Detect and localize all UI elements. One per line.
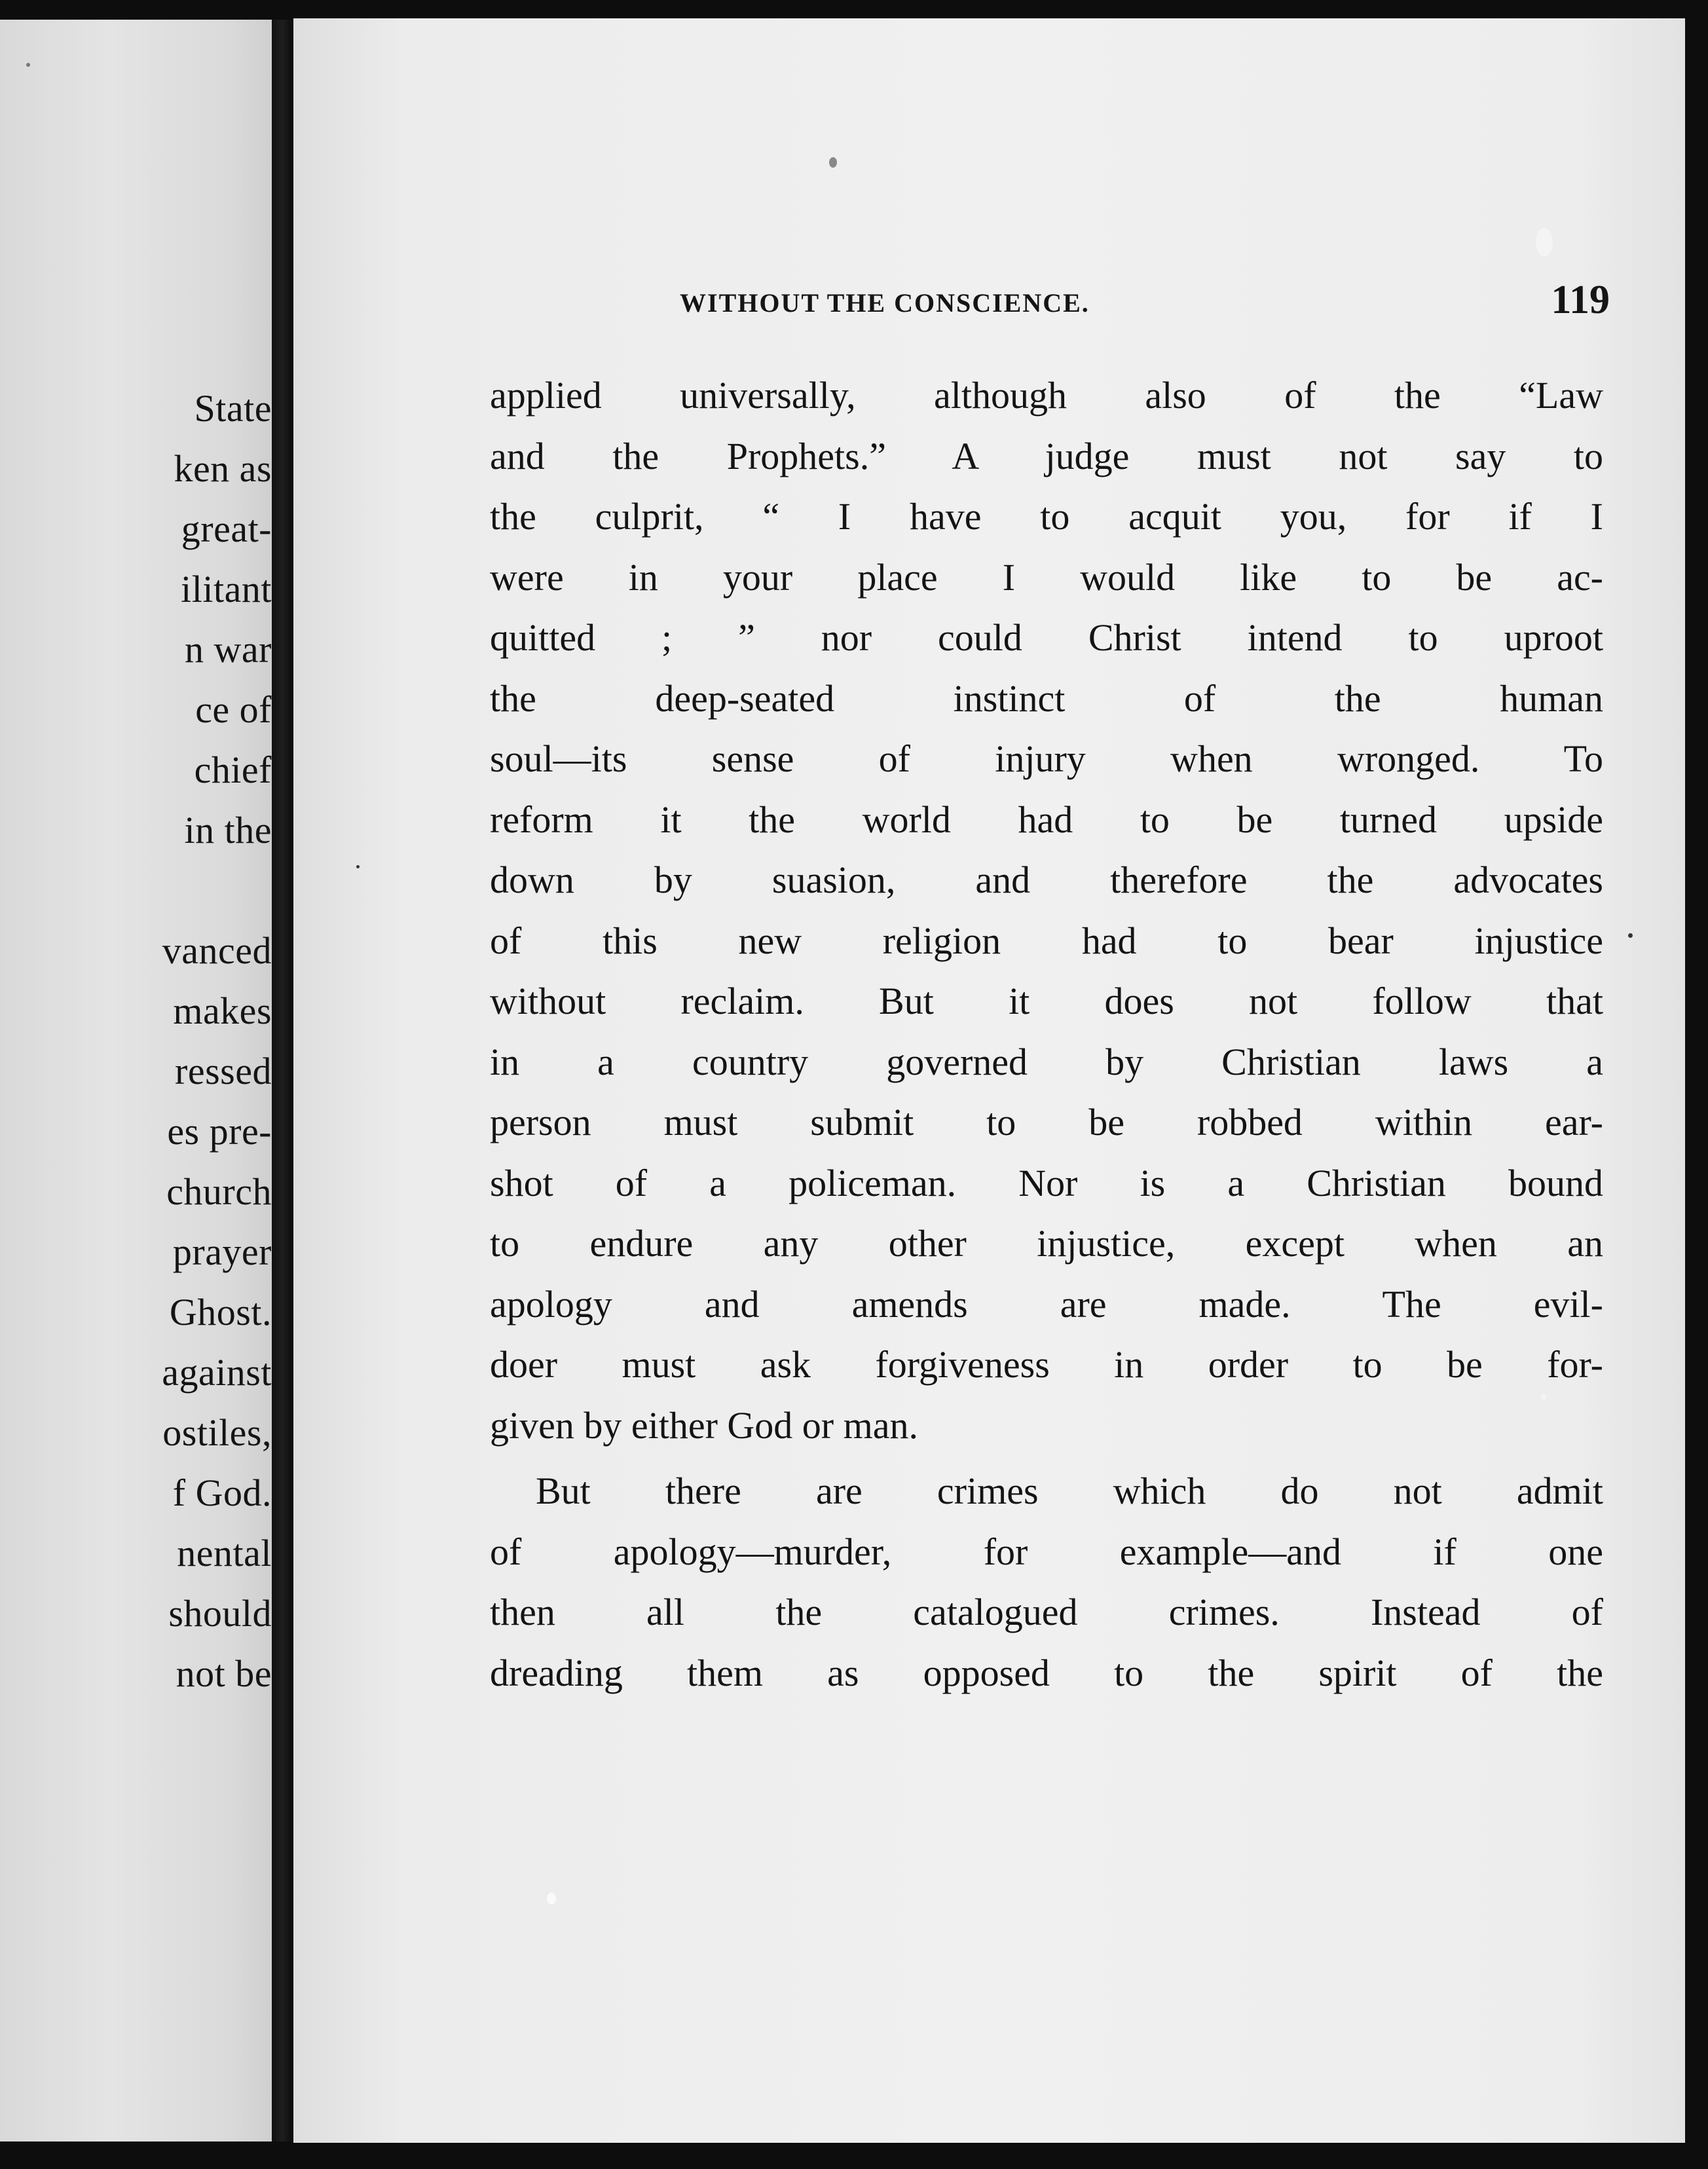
text-line: and the Prophets.” A judge must not say to [490,434,1603,477]
paragraph-break [490,1456,1603,1461]
left-fragment: in the [184,809,272,851]
left-fragment: church [166,1170,272,1213]
text-line: shot of a policeman. Nor is a Christian bound [490,1161,1603,1204]
scan-speck [829,157,837,168]
scan-speck [1628,933,1633,938]
book-page [293,18,1685,2143]
left-fragment: should [168,1592,272,1635]
text-line: the deep-seated instinct of the human [490,677,1603,720]
text-line: person must submit to be robbed within ear- [490,1101,1603,1143]
left-fragment: chief [194,749,272,791]
left-fragment: against [162,1351,272,1394]
left-fragment: not be [176,1652,272,1695]
text-line: of this new religion had to bear injustice [490,919,1603,962]
page-number: 119 [1551,278,1610,322]
left-fragment: n war [185,628,272,671]
left-fragment: ce of [195,688,272,731]
text-line: the culprit, “ I have to acquit you, for if I [490,495,1603,538]
body-text [490,365,1603,1703]
left-fragment: es pre- [167,1110,272,1153]
text-line: apology and amends are made. The evil- [490,1282,1603,1326]
text-line: without reclaim. But it does not follow that [490,980,1603,1022]
left-fragment: nental [177,1532,272,1574]
paragraph-end-line: given by either God or man. [490,1403,918,1447]
text-line: soul—its sense of injury when wronged. To [490,737,1603,780]
running-title: WITHOUT THE CONSCIENCE. [680,288,1090,318]
left-fragment: ostiles, [162,1411,272,1454]
scan-speck [356,865,360,868]
scan-speck [547,1893,556,1904]
text-line: down by suasion, and therefore the advocates [490,859,1603,901]
left-fragment: Ghost. [169,1291,272,1333]
left-fragment: ken as [174,447,272,490]
scan-speck [26,63,30,67]
text-line: quitted ; ” nor could Christ intend to uproot [490,616,1603,659]
left-fragment: f God. [172,1472,272,1514]
text-line: to endure any other injustice, except when an [490,1222,1603,1265]
text-line: applied universally, although also of the “Law [490,374,1603,417]
left-fragment: great- [181,508,272,550]
text-line: were in your place I would like to be ac- [490,555,1603,599]
text-line: in a country governed by Christian laws a [490,1040,1603,1083]
paragraph-start-line: But there are crimes which do not admit [536,1470,1603,1512]
left-fragment: ilitant [181,568,272,610]
left-fragment: makes [173,990,272,1032]
page-gutter [272,20,293,2141]
text-line: then all the catalogued crimes. Instead of [490,1591,1603,1633]
left-fragment: ressed [175,1050,272,1092]
scan-speck [1541,1394,1546,1400]
text-line: doer must ask forgiveness in order to be for- [490,1343,1603,1386]
running-head [680,277,1610,323]
left-fragment: prayer [172,1231,272,1273]
text-line: reform it the world had to be turned upside [490,798,1603,841]
text-line: dreading them as opposed to the spirit of the [490,1651,1603,1694]
left-fragment: vanced [162,929,272,972]
left-fragment: State [194,387,272,430]
previous-page-edge [0,20,272,2141]
text-line: of apology—murder, for example—and if one [490,1530,1603,1573]
scan-speck [1536,228,1553,257]
